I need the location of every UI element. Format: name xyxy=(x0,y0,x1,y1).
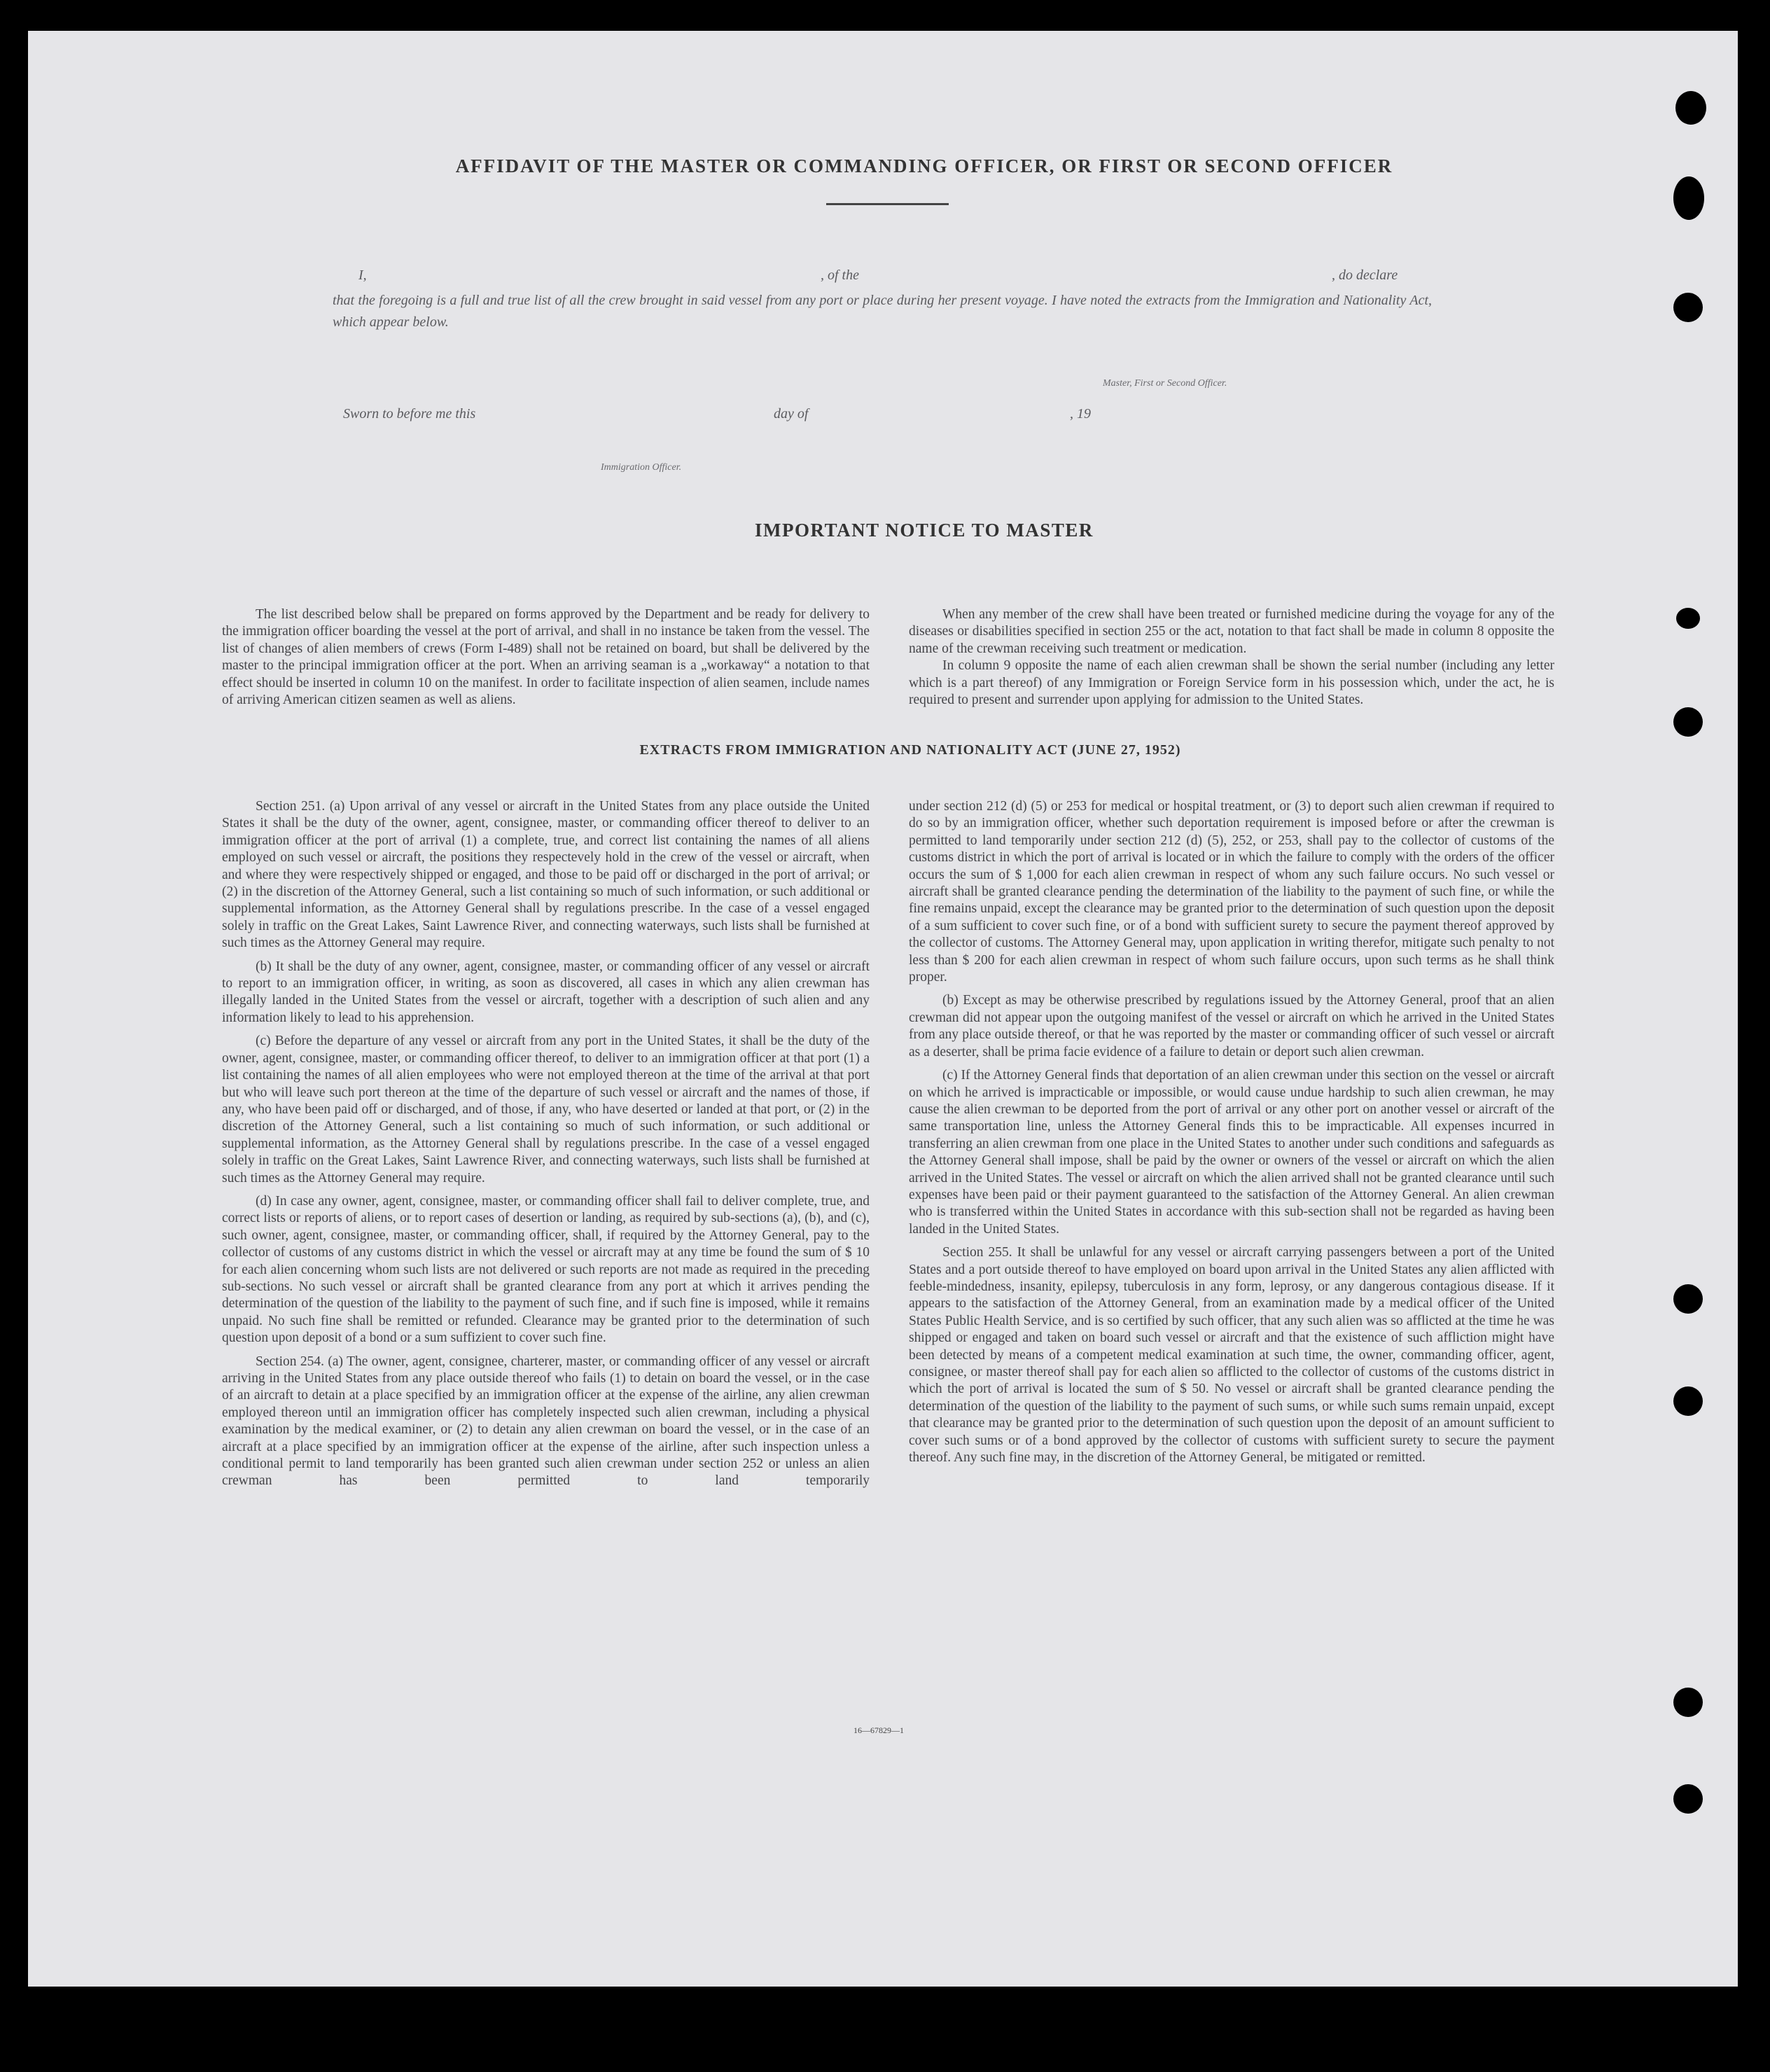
binder-hole xyxy=(1673,1284,1703,1314)
binder-hole xyxy=(1673,293,1703,322)
sworn-label: Sworn to before me this xyxy=(343,406,476,422)
extract-paragraph: Section 254. (a) The owner, agent, consignee, charterer, master, or commanding officer of any vessel or aircraft arriving in the United States from any place outside thereof who fails (1) to detain on board the vessel, or in the case of an aircraft to detain at a place specified by an immigration officer at the expense of the airline, any alien crewman employed thereon until an immigration officer has completely inspected such alien crewman, including a physical examination by the medical examiner, or (2) to detain any alien crewman on board the vessel, or in the case of an aircraft at a place specified by an immigration officer at the expense of the airline, after such inspection unless a conditional permit to land temporarily has been granted such alien crewman under section 252 or unless an alien crewman has been permitted to land temporarily xyxy=(222,1354,870,1489)
notice-paragraph: When any member of the crew shall have been treated or furnished medicine during the voyage for any of the diseases or disabilities specified in section 255 or the act, notation to that fact shall be made in column 8 opposite the name of the crewman receiving such treatment or medication. xyxy=(909,607,1554,656)
extracts-title: EXTRACTS FROM IMMIGRATION AND NATIONALITY ACT (JUNE 27, 1952) xyxy=(639,742,1181,758)
affidavit-body: that the foregoing is a full and true list of all the crew brought in said vessel from any port or place during her present voyage. I have noted the extracts from the Immigration and Nationality Act, which appear below. xyxy=(333,293,1432,330)
year-label: , 19 xyxy=(1070,406,1091,422)
affidavit-of-the-label: , of the xyxy=(821,267,859,283)
title-divider xyxy=(826,203,949,205)
extract-paragraph: (b) It shall be the duty of any owner, agent, consignee, master, or commanding officer of any vessel or aircraft to report to an immigration officer, in writing, as soon as discovered, all cases in which any alien crewman has illegally landed in the United States from the vessel or aircraft, together with a description of such alien and any information likely to lead to his apprehension. xyxy=(222,959,870,1025)
extract-paragraph: under section 212 (d) (5) or 253 for medical or hospital treatment, or (3) to deport such alien crewman if required to do so by an immigration officer, whether such deportation requirement is imposed before or after the crewman is permitted to land temporarily under section 212 (d) (5), 252, or 253, shall pay to the collector of customs of the customs district in which the port of arrival is located or in which the failure to comply with the orders of the officer occurs the sum of $ 1,000 for each alien crewman in respect of whom any such failure occurs. No such vessel or aircraft shall be granted clearance pending the determination of the liability to the payment of such fine, or while the fine remains unpaid, except the clearance may be granted prior to the determination of such question upon the deposit of a sum sufficient to cover such fine, or of a bond with sufficient surety to secure the payment thereof approved by the collector of customs. The Attorney General may, upon application in writing therefor, mitigate such penalty to not less than $ 200 for each alien crewman in respect of whom such failure occurs, upon such terms as he shall think proper. xyxy=(909,799,1554,985)
notice-paragraph: In column 9 opposite the name of each alien crewman shall be shown the serial number (including any letter which is a part thereof) of any Immigration or Foreign Service form in his possession which, under the act, he is required to present and surrender upon applying for admission to the United States. xyxy=(909,658,1554,708)
day-of-label: day of xyxy=(774,406,809,422)
affidavit-declare-label: , do declare xyxy=(1332,267,1398,283)
master-caption: Master, First or Second Officer. xyxy=(1103,378,1227,389)
notice-title: IMPORTANT NOTICE TO MASTER xyxy=(755,520,1094,541)
binder-hole xyxy=(1673,1784,1703,1814)
binder-hole xyxy=(1673,1688,1703,1717)
binder-hole xyxy=(1673,1386,1703,1416)
binder-hole xyxy=(1673,707,1703,737)
extracts-left-column xyxy=(222,798,870,1496)
immigration-officer-caption: Immigration Officer. xyxy=(601,462,682,473)
extract-paragraph: Section 255. It shall be unlawful for any vessel or aircraft carrying passengers between a port of the United States and a port outside thereof to have employed on board upon arrival in the United States any alien afflicted with feeble-mindedness, insanity, epilepsy, tuberculosis in any form, leprosy, or any dangerous contagious disease. If it appears to the satisfaction of the Attorney General, from an examination made by a medical officer of the United States Public Health Service, and is so certified by such officer, that any such alien was so afflicted at the time he was shipped or engaged and taken on board such vessel or aircraft and that the existence of such affliction might have been detected by means of a competent medical examination at such time, the owner, commanding officer, agent, consignee, or master thereof shall pay for each alien so afflicted to the collector of customs of the customs district in which the port of arrival is located the sum of $ 50. No vessel or aircraft shall be granted clearance pending the determination of the question of the liability to the payment of such sums, or while such sums remain unpaid, except that clearance may be granted prior to the determination of such question upon the deposit of an amount sufficient to cover such sums or of a bond approved by the collector of customs with sufficient surety to secure the payment thereof. Any such fine may, in the discretion of the Attorney General, be mitigated or remitted. xyxy=(909,1245,1554,1466)
binder-hole xyxy=(1676,608,1700,629)
extract-paragraph: Section 251. (a) Upon arrival of any vessel or aircraft in the United States from any place outside the United States it shall be the duty of the owner, agent, consignee, master, or commanding officer thereof to deliver to an immigration officer at the port of arrival (1) a complete, true, and correct list containing the names of all aliens employed on such vessel or aircraft, the positions they respectevely hold in the crew of the vessel or aircraft, when and where they were respectively shipped or engaged, and those to be paid off or discharged in the port of arrival; or (2) in the discretion of the Attorney General, such a list containing so much of such information, or such additional or supplemental information, as the Attorney General shall by regulations prescribe. In the case of a vessel engaged solely in traffic on the Great Lakes, Saint Lawrence River, and connecting waterways, such lists shall be furnished at such times as the Attorney General may require. xyxy=(222,799,870,951)
extracts-right-column xyxy=(909,798,1554,1473)
binder-hole xyxy=(1675,91,1706,125)
extract-paragraph: (c) Before the departure of any vessel or aircraft from any port in the United States, it shall be the duty of the owner, agent, consignee, master, or commanding officer thereof, to deliver to an immigration officer at that port (1) a list containing the names of all alien employees who were not employed thereon at the time of the arrival at that port but who will leave such port thereon at the time of the departure of such vessel or aircraft and the names of those, if any, who have been paid off or discharged, and of those, if any, who have deserted or landed at that port, or (2) in the discretion of the Attorney General, such a list containing so much of such information, or such additional or supplemental information, as the Attorney General shall by regulations prescribe. In the case of a vessel engaged solely in traffic on the Great Lakes, Saint Lawrence River, and connecting waterways, such lists shall be furnished at such times as the Attorney General may require. xyxy=(222,1034,870,1186)
extract-paragraph: (c) If the Attorney General finds that deportation of an alien crewman under this section on the vessel or aircraft on which he arrived is impracticable or impossible, or would cause undue hardship to such alien crewman, he may cause the alien crewman to be deported from the port of arrival or any other port on another vessel or aircraft of the same transportation line, unless the Attorney General finds this to be impracticable. All expenses incurred in transferring an alien crewman from one place in the United States to another under such conditions and safeguards as the Attorney General shall impose, shall be paid by the owner or owners of the vessel or aircraft on which the alien arrived in the United States. The vessel or aircraft on which the alien arrived shall not be granted clearance until such expenses have been paid or their payment guaranteed to the satisfaction of the Attorney General. An alien crewman who is transferred within the United States in accordance with this sub-section shall not be regarded as having been landed in the United States. xyxy=(909,1068,1554,1237)
notice-left-column xyxy=(222,606,870,715)
notice-right-column xyxy=(909,606,1554,715)
form-number: 16—67829—1 xyxy=(853,1725,904,1735)
binder-hole xyxy=(1673,176,1704,220)
notice-paragraph: The list described below shall be prepared on forms approved by the Department and be ready for delivery to the immigration officer boarding the vessel at the port of arrival, and shall in no instance be taken from the vessel. The list of changes of alien members of crews (Form I-489) shall not be retained on board, but shall be delivered by the master to the principal immigration officer at the port. When an arriving seaman is a „workaway“ a notation to that effect should be inserted in column 10 on the manifest. In order to facilitate inspection of alien seamen, include names of arriving American citizen seamen as well as aliens. xyxy=(222,607,870,708)
extract-paragraph: (b) Except as may be otherwise prescribed by regulations issued by the Attorney General, proof that an alien crewman did not appear upon the outgoing manifest of the vessel or aircraft on which he arrived in the United States from any place outside thereof, or that he was reported by the master or commanding officer of such vessel or aircraft as a deserter, shall be prima facie evidence of a failure to detain or deport such alien crewman. xyxy=(909,993,1554,1059)
affidavit-i-label: I, xyxy=(358,267,367,283)
affidavit-title: AFFIDAVIT OF THE MASTER OR COMMANDING OFFICER, OR FIRST OR SECOND OFFICER xyxy=(455,155,1393,176)
extract-paragraph: (d) In case any owner, agent, consignee, master, or commanding officer shall fail to deliver complete, true, and correct lists or reports of aliens, or to report cases of desertion or landing, as required by sub-sections (a), (b), and (c), such owner, agent, consignee, master, or commanding officer, shall, if required by the Attorney General, pay to the collector of customs of any customs district in which the vessel or aircraft may at any time be found the sum of $ 10 for each alien concerning whom such lists are not delivered or such reports are not made as required in the preceding sub-sections. No such vessel or aircraft shall be granted clearance from any port at which it arrives pending the determination of the question of the liability to the payment of such fine, and if such fine is imposed, while it remains unpaid. No such fine shall be remitted or refunded. Clearance may be granted prior to the determination of such question upon deposit of a bond or a sum suffizient to cover such fine. xyxy=(222,1193,870,1346)
